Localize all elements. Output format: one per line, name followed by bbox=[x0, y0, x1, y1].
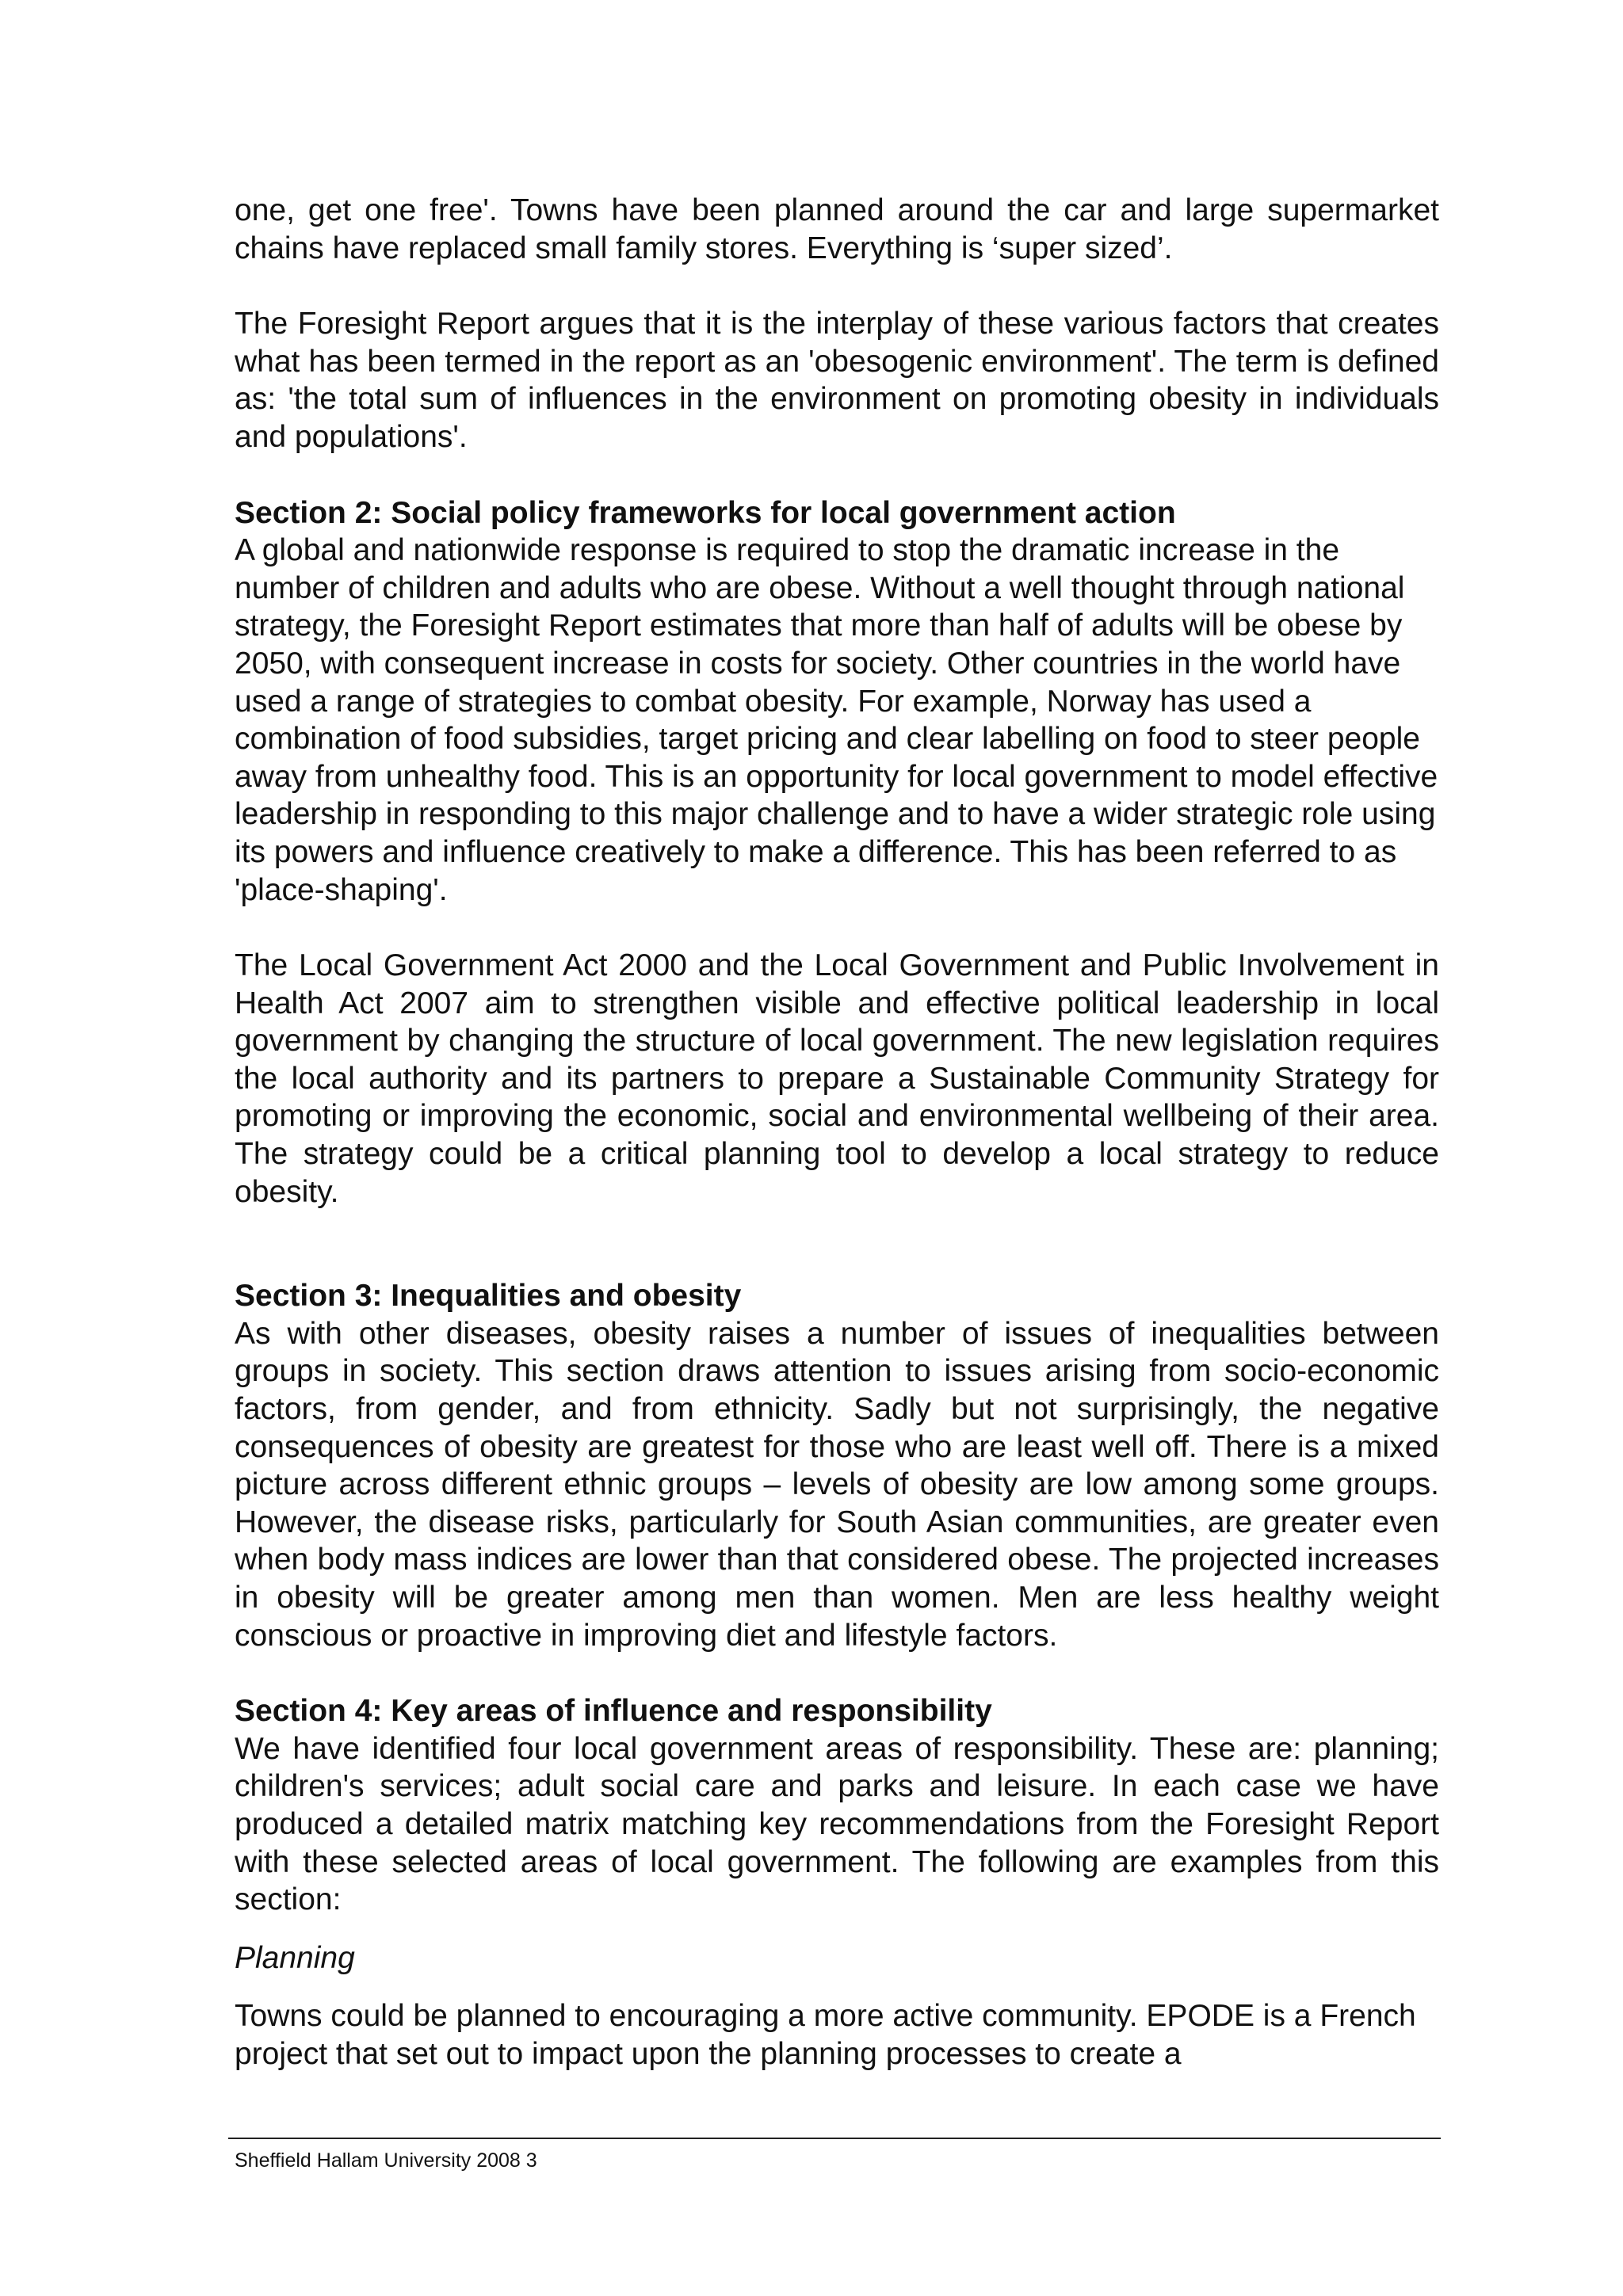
section-3-paragraph-1: As with other diseases, obesity raises a number of issues of inequalities between groups in society. This section draws attention to issues arising from socio-economic factors, from gender, and from ethnicity. Sadly but not surprisingly, the negative consequences of obesity are greatest for those who are least well off. There is a mixed picture across different ethnic groups – levels of obesity are low among some groups. However, the disease risks, particularly for South Asian communities, are greater even when body mass indices are lower than that considered obese. The projected increases in obesity will be greater among men than women. Men are less healthy weight conscious or proactive in improving diet and lifestyle factors. bbox=[235, 1316, 1439, 1653]
section-2-paragraph-2: The Local Government Act 2000 and the Local Government and Public Involvement in Health Act 2007 aim to strengthen visible and effective political leadership in local government by changing the structure of local government. The new legislation requires the local authority and its partners to prepare a Sustainable Community Strategy for promoting or improving the economic, social and environmental wellbeing of their area. The strategy could be a critical planning tool to develop a local strategy to reduce obesity. bbox=[235, 948, 1439, 1209]
footer-divider bbox=[228, 2138, 1441, 2139]
page-body bbox=[235, 192, 1439, 2073]
section-3-heading: Section 3: Inequalities and obesity bbox=[235, 1279, 742, 1314]
intro-paragraph-2: The Foresight Report argues that it is the interplay of these various factors that creates what has been termed in the report as an 'obesogenic environment'. The term is defined as: 'the total sum of influences in the environment on promoting obesity in individuals and populations'. bbox=[235, 307, 1439, 454]
footer-text: Sheffield Hallam University 2008 3 bbox=[235, 2149, 537, 2172]
section-4-paragraph-1: We have identified four local government areas of responsibility. These are: planning; children's services; adult social care and parks and leisure. In each case we have produced a detailed matrix matching key recommendations from the Foresight Report with these selected areas of local government. The following are examples from this section: bbox=[235, 1731, 1439, 1917]
section-4-heading: Section 4: Key areas of influence and responsibility bbox=[235, 1694, 992, 1729]
planning-paragraph: Towns could be planned to encouraging a more active community. EPODE is a French project that set out to impact upon the planning processes to create a bbox=[235, 1999, 1416, 2071]
planning-subheading: Planning bbox=[235, 1940, 355, 1975]
section-2-paragraph-1: A global and nationwide response is required to stop the dramatic increase in the number of children and adults who are obese. Without a well thought through national strategy, the Foresight Report estimates that more than half of adults will be obese by 2050, with consequent increase in costs for society. Other countries in the world have used a range of strategies to combat obesity. For example, Norway has used a combination of food subsidies, target pricing and clear labelling on food to steer people away from unhealthy food. This is an opportunity for local government to model effective leadership in responding to this major challenge and to have a wider strategic role using its powers and influence creatively to make a difference. This has been referred to as 'place-shaping'. bbox=[235, 533, 1438, 907]
intro-paragraph-1: one, get one free'. Towns have been planned around the car and large supermarket chains have replaced small family stores. Everything is ‘super sized’. bbox=[235, 193, 1439, 265]
section-2-heading: Section 2: Social policy frameworks for local government action bbox=[235, 495, 1176, 530]
